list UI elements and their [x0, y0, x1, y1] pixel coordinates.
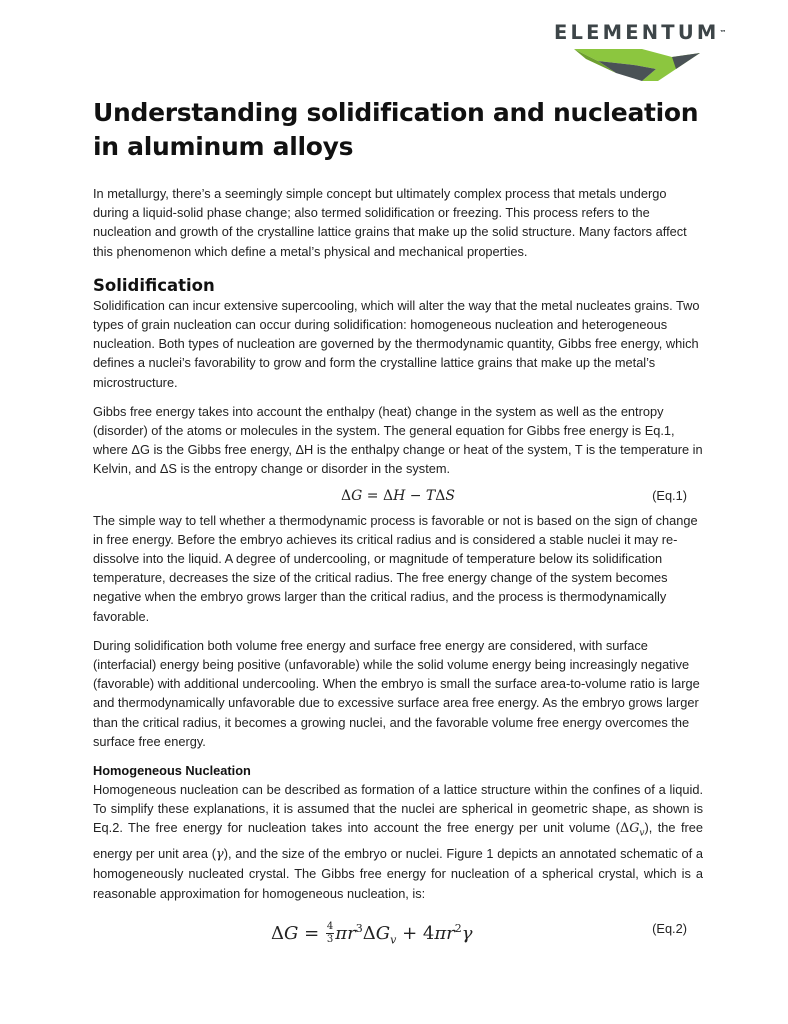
logo-wordmark: ELEMENTUM: [554, 21, 720, 44]
document-title: Understanding solidification and nucleation in aluminum alloys: [93, 98, 699, 161]
equation-1: [93, 483, 703, 509]
intro-paragraph: In metallurgy, there’s a seemingly simple concept but ultimately complex process that metals undergo during a liquid-solid phase change; also termed solidification or freezing. This process refers to the nucleation and growth of the crystalline lattice grains that make up the solid structure. Many factors affect this phenomenon which define a metal’s physical and mechanical properties.: [93, 186, 687, 259]
equation-2-formula: ΔG = $\frac{4}{3}$ $\pi r^3\Delta G_v + 4\pi r^2\gamma$: [271, 921, 473, 947]
logo-swoosh-icon: [572, 47, 702, 83]
document-body: [93, 96, 703, 953]
trademark-symbol: ™: [719, 29, 727, 37]
solidification-paragraph-2: Gibbs free energy takes into account the enthalpy (heat) change in the system as well as the entropy (disorder) of the atoms or molecules in the system. The general equation for Gibbs free energy is Eq.1, where ΔG is the Gibbs free energy, ΔH is the enthalpy change or heat of the system, T is the temperature in Kelvin, and ΔS is the entropy change or disorder in the system.: [93, 403, 703, 477]
equation-2-label: (Eq.2): [652, 920, 687, 936]
solidification-paragraph-1: Solidification can incur extensive supercooling, which will alter the way that the metal nucleates grains. Two types of grain nucleation can occur during solidification: homogeneous nucleation and heterogeneous nucleation. Both types of nucleation are governed by the thermodynamic quantity, Gibbs free energy, which defines a nuclei’s favorability to grow and form the crystalline lattice grains that make up the metal’s microstructure.: [93, 297, 700, 390]
subsection-heading-homogeneous-nucleation: Homogeneous Nucleation: [93, 763, 251, 779]
homogeneous-paragraph-1: Homogeneous nucleation can be described as formation of a lattice structure within the confines of a liquid. To simplify these explanations, it is assumed that the nuclei are spherical in geometric shape, as shown is Eq.2. The free energy for nucleation takes into account the free energy per unit volume $(\Delta G_v)$, the free energy per unit area (γ), and the size of the embryo or nuclei. Figure 1 depicts an annotated schematic of a homogeneously nucleated crystal. The Gibbs free energy for nucleation of a spherical crystal, which is a reasonable approximation for homogeneous nucleation, is:: [93, 782, 703, 901]
solidification-paragraph-4: During solidification both volume free energy and surface free energy are considered, with surface (interfacial) energy being positive (unfavorable) while the solid volume energy being increasingly negative (favorable) with additional undercooling. When the embryo is small the surface area-to-volume ratio is large and thermodynamically unfavorable due to excessive surface area free energy. As the embryo grows larger than the critical radius, it becomes a growing nuclei, and the favorable volume free energy overcomes the surface free energy.: [93, 637, 700, 749]
equation-2: [93, 907, 703, 953]
equation-1-label: (Eq.1): [652, 487, 687, 503]
elementum-logo: [554, 21, 727, 88]
equation-1-formula: ΔG = ΔH − TΔS: [341, 487, 455, 504]
solidification-paragraph-3: The simple way to tell whether a thermodynamic process is favorable or not is based on the sign of change in free energy. Before the embryo achieves its critical radius and is considered a stable nuclei it may re-dissolve into the liquid. A degree of undercooling, or magnitude of temperature below its solidification temperature, decreases the size of the critical radius. The free energy change of the system becomes negative when the embryo grows larger than the critical radius, and the process is thermodynamically favorable.: [93, 512, 698, 624]
section-heading-solidification: Solidification: [93, 275, 215, 295]
